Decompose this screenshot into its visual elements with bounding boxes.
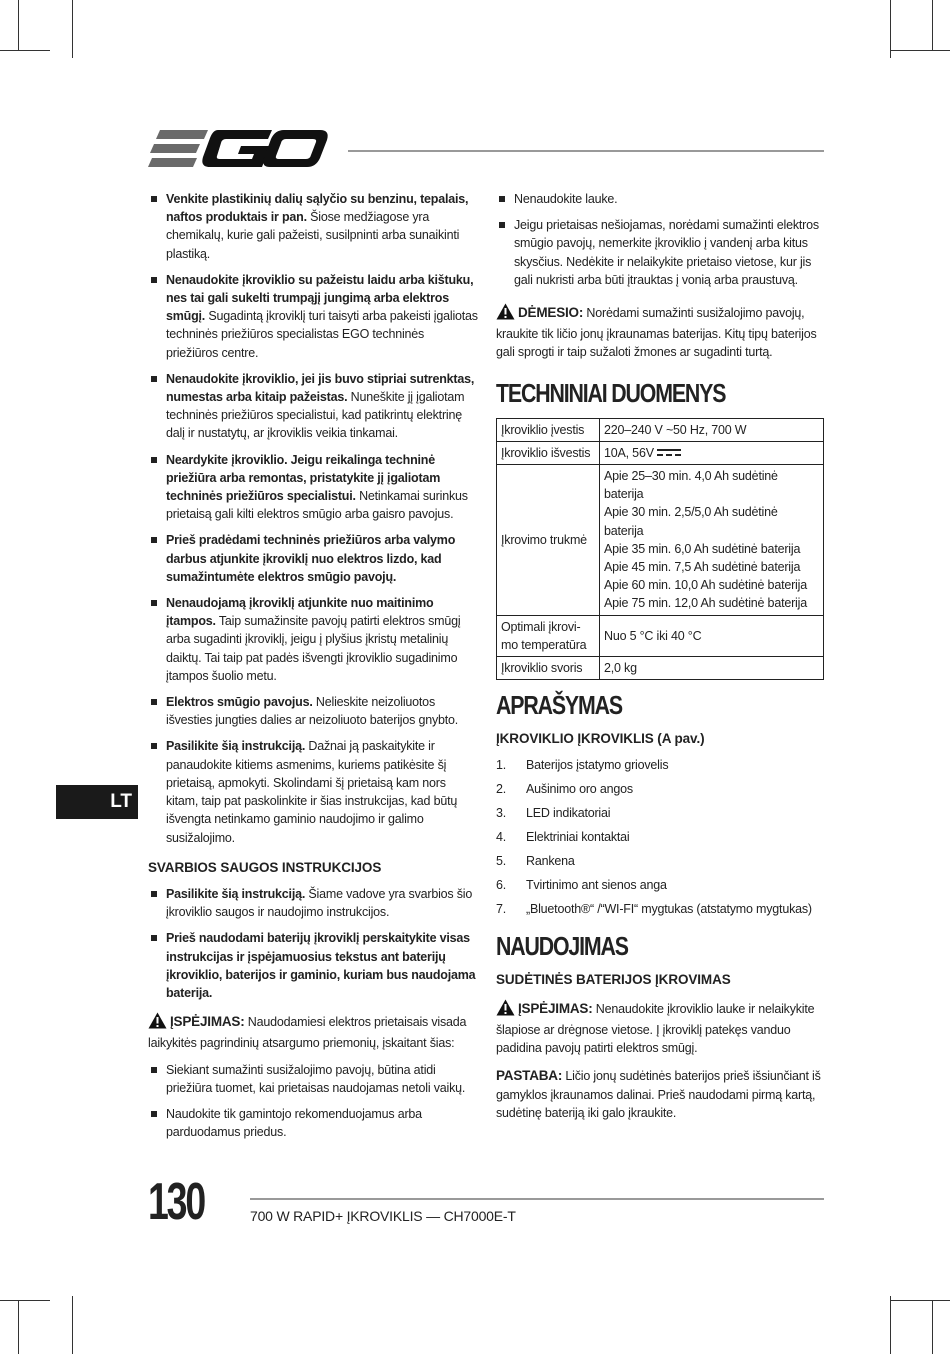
crop-mark <box>72 1296 73 1354</box>
spec-key: Įkroviklio išvestis <box>497 441 600 464</box>
important-safety-list <box>148 885 478 1002</box>
usage-heading: NAUDOJIMAS <box>496 930 628 961</box>
dc-symbol-icon <box>657 449 681 458</box>
table-row <box>497 465 824 616</box>
note-paragraph <box>496 1067 826 1122</box>
list-item: Siekiant sumažinti susižalojimo pavojų, būtina atidi priežiūra tuomet, kai prietaisas naudojamas netoli vaikų. <box>148 1061 478 1097</box>
warning-triangle-icon <box>148 1012 167 1034</box>
spec-key: Optimali įkrovi-mo temperatūra <box>497 615 600 656</box>
footer-rule <box>250 1198 824 1200</box>
list-item: Jeigu prietaisas nešiojamas, norėdami sumažinti elektros smūgio pavojų, nemerkite įkroviklio į vandenį arba kitus skysčius. Nedėkite ir nelaikykite prietaiso vietose, kur jis gali nukristi arba būti įtrauktas į vonią arba praustuvą. <box>496 216 826 289</box>
safety-list <box>148 190 478 847</box>
warning-triangle-icon <box>496 303 515 325</box>
spec-value <box>600 465 824 616</box>
spec-table <box>496 418 824 681</box>
list-item: 5. Rankena <box>496 854 575 869</box>
charge-time-line: Apie 35 min. 6,0 Ah sudėtinė baterija <box>604 541 801 556</box>
crop-mark <box>0 1300 50 1301</box>
list-item: 7. „Bluetooth®“ /“WI-FI“ mygtukas (atstatymo mygtukas) <box>496 902 812 917</box>
precaution-list <box>148 1061 478 1142</box>
warning-label: ĮSPĖJIMAS: <box>518 1000 593 1016</box>
ego-logo-graphic <box>148 128 330 172</box>
caution-paragraph <box>496 303 826 362</box>
footer-title: 700 W RAPID+ ĮKROVIKLIS — CH7000E-T <box>250 1208 516 1224</box>
parts-list <box>496 756 826 918</box>
spec-key: Įkrovimo trukmė <box>497 465 600 616</box>
table-row <box>497 441 824 464</box>
spec-key: Įkroviklio svoris <box>497 657 600 680</box>
table-row <box>497 418 824 441</box>
description-subheading: ĮKROVIKLIO ĮKROVIKLIS (A pav.) <box>496 731 705 747</box>
spec-value: Nuo 5 °C iki 40 °C <box>600 615 824 656</box>
section-subheading: SVARBIOS SAUGOS INSTRUKCIJOS <box>148 859 382 875</box>
spec-value: 220–240 V ~50 Hz, 700 W <box>600 418 824 441</box>
list-item: Nenaudokite įkroviklio su pažeistu laidu arba kištuku, nes tai gali sukelti trumpąjį jungimą arba elektros smūgį. Sugadintą įkroviklį turi taisyti arba pakeisti įgaliotas techninės priežiūros specialistas EGO techninės priežiūros centre. <box>148 271 478 362</box>
description-heading: APRAŠYMAS <box>496 690 622 721</box>
crop-mark <box>18 1300 19 1354</box>
warning-paragraph <box>148 1012 478 1052</box>
list-item: Prieš naudodami baterijų įkroviklį perskaitykite visas instrukcijas ir įspėjamuosius tekstus ant baterijų įkroviklio, baterijos ir gaminio, kuriam bus naudojama baterija. <box>148 929 478 1002</box>
list-item: 1. Baterijos įstatymo griovelis <box>496 758 669 773</box>
charge-time-line: Apie 30 min. 2,5/5,0 Ah sudėtinė baterija <box>604 505 778 538</box>
list-item: 6. Tvirtinimo ant sienos anga <box>496 878 667 893</box>
list-item: Venkite plastikinių dalių sąlyčio su benzinu, tepalais, naftos produktais ir pan. Šiose medžiagose yra chemikalų, kurie gali pažeisti, susilpninti arba sunaikinti plastiką. <box>148 190 478 263</box>
list-item: Prieš pradėdami techninės priežiūros arba valymo darbus atjunkite įkroviklį nuo elektros lizdo, kad sumažintumėte elektros smūgio pavojų. <box>148 531 478 586</box>
crop-mark <box>932 0 933 50</box>
list-item: 4. Elektriniai kontaktai <box>496 830 630 845</box>
header-rule <box>348 150 824 152</box>
spec-key: Įkroviklio įvestis <box>497 418 600 441</box>
warning-paragraph <box>496 999 826 1058</box>
safety-list-continued <box>496 190 826 289</box>
list-item: Nenaudokite įkroviklio, jei jis buvo stipriai sutrenktas, numestas arba kitaip pažeistas. Nuneškite jį įgaliotam techninės priežiūros specialistui, kad patikrintų elektrinę dalį ir nustatytų, ar įkroviklis veikia tinkamai. <box>148 370 478 443</box>
caution-label: DĖMESIO: <box>518 305 584 321</box>
crop-mark <box>0 50 50 51</box>
list-item: Elektros smūgio pavojus. Nelieskite neizoliuotos išvesties jungties dalies ar neizoliuoto baterijos gnybto. <box>148 693 478 729</box>
crop-mark <box>18 0 19 50</box>
language-tab: LT <box>56 785 138 819</box>
crop-mark <box>890 50 950 51</box>
note-label: PASTABA: <box>496 1068 563 1084</box>
table-row <box>497 615 824 656</box>
left-column <box>148 190 478 1149</box>
tech-data-heading: TECHNINIAI DUOMENYS <box>496 377 726 408</box>
crop-mark <box>890 1296 891 1354</box>
table-row <box>497 657 824 680</box>
page-number: 130 <box>148 1173 204 1231</box>
list-item: Pasilikite šią instrukciją. Šiame vadove yra svarbios šio įkroviklio saugos ir naudojimo instrukcijos. <box>148 885 478 921</box>
warning-text: Naudodamiesi elektros prietaisais visada laikykitės pagrindinių atsargumo priemonių, įskaitant šias: <box>148 1015 467 1051</box>
charge-time-line: Apie 75 min. 12,0 Ah sudėtinė baterija <box>604 596 807 611</box>
spec-value: 10A, 56V <box>600 441 824 464</box>
list-item: 2. Aušinimo oro angos <box>496 782 633 797</box>
crop-mark <box>72 0 73 58</box>
spec-value: 2,0 kg <box>600 657 824 680</box>
warning-triangle-icon <box>496 999 515 1021</box>
caution-text: Norėdami sumažinti susižalojimo pavojų, kraukite tik ličio jonų įkraunamas baterijas. Kitų tipų baterijos gali sprogti ir taip sužaloti žmones ar sugadinti turtą. <box>496 306 817 360</box>
ego-logo <box>148 128 330 177</box>
crop-mark <box>890 0 891 58</box>
charge-time-line: Apie 25–30 min. 4,0 Ah sudėtinė baterija <box>604 469 778 502</box>
crop-mark <box>890 1300 950 1301</box>
list-item: Nenaudokite lauke. <box>496 190 826 208</box>
charge-time-line: Apie 45 min. 7,5 Ah sudėtinė baterija <box>604 560 801 575</box>
list-item: Pasilikite šią instrukciją. Dažnai ją paskaitykite ir panaudokite kitiems asmenims, kuriems patikėsite šį prietaisą, apmokyti. Skolindami šį prietaisą kam nors kitam, taip pat paskolinkite ir šias instrukcijas, kad būtų išvengta netinkamo gaminio naudojimo ir galimo susižalojimo. <box>148 737 478 846</box>
warning-label: ĮSPĖJIMAS: <box>170 1014 245 1030</box>
usage-subheading: SUDĖTINĖS BATERIJOS ĮKROVIMAS <box>496 971 731 987</box>
list-item: Nenaudojamą įkroviklį atjunkite nuo maitinimo įtampos. Taip sumažinsite pavojų patirti elektros smūgį arba sugadinti įkroviklį, jeigu į plyšius įkristų metalinių daiktų. Tai taip pat padės išvengti įkroviklio sugadinimo įtampos šuolio metu. <box>148 594 478 685</box>
list-item: Naudokite tik gamintojo rekomenduojamus arba parduodamus priedus. <box>148 1105 478 1141</box>
warning-text: Nenaudokite įkroviklio lauke ir nelaikykite šlapiose ar drėgnose vietose. Į įkroviklį patekęs vanduo padidina pavojų patirti elektros smūgį. <box>496 1001 815 1056</box>
list-item: 3. LED indikatoriai <box>496 806 611 821</box>
crop-mark <box>932 1300 933 1354</box>
right-column <box>496 190 826 1122</box>
list-item: Neardykite įkroviklio. Jeigu reikalinga techninė priežiūra arba remontas, pristatykite jį įgaliotam techninės priežiūros specialistui. Netinkamai surinkus prietaisą gali kilti elektros smūgio arba gaisro pavojus. <box>148 451 478 524</box>
note-text: Ličio jonų sudėtinės baterijos prieš išsiunčiant iš gamyklos įkraunamos dalinai. Prieš naudodami pirmą kartą, sudėtinę bateriją iki galo įkraukite. <box>496 1069 821 1120</box>
charge-time-line: Apie 60 min. 10,0 Ah sudėtinė baterija <box>604 578 807 593</box>
